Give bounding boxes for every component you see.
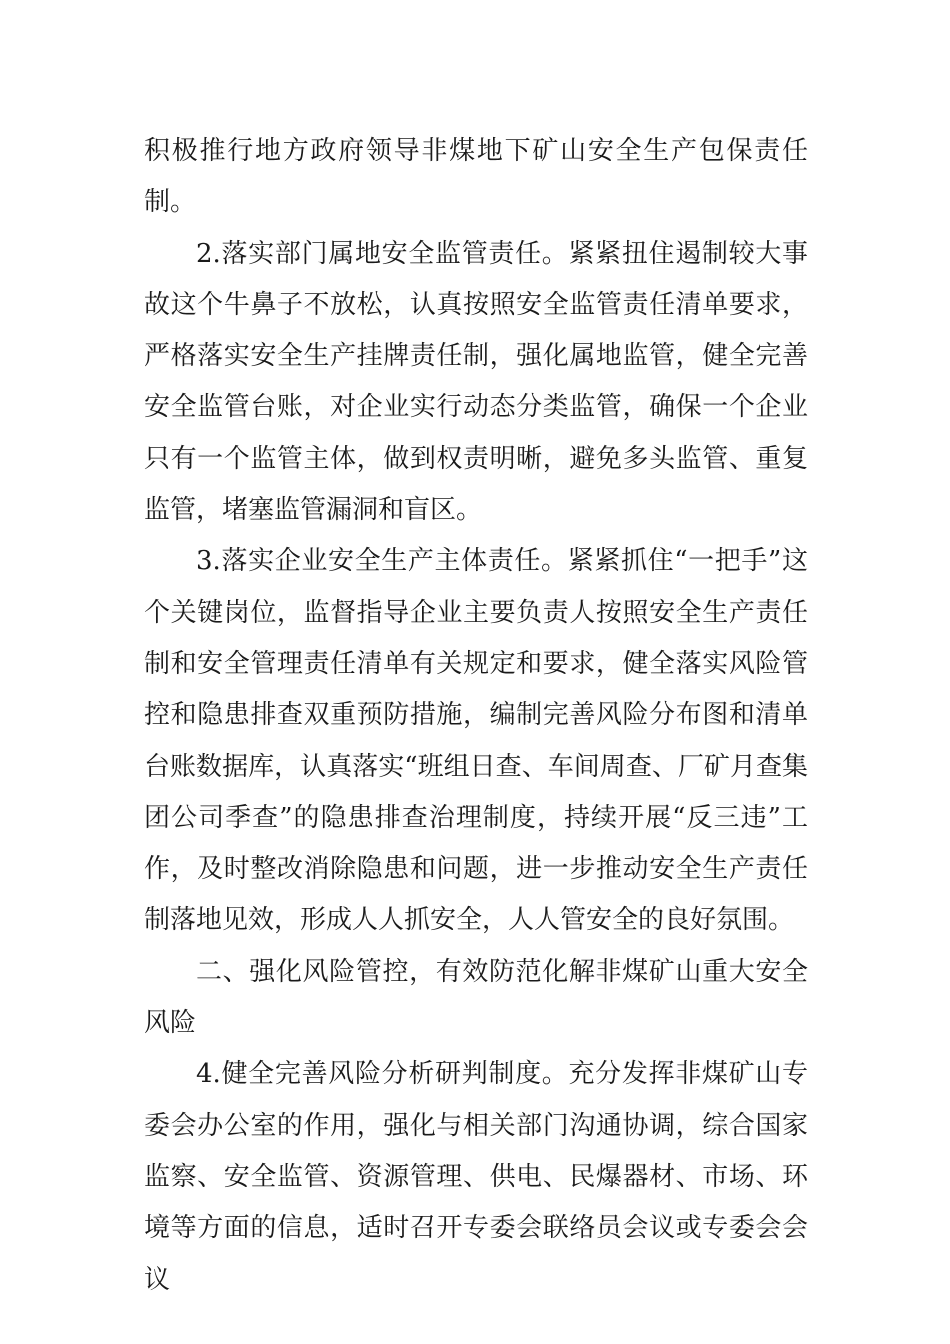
section-heading-2: 二、强化风险管控，有效防范化解非煤矿山重大安全风险 bbox=[144, 956, 808, 1039]
paragraph-item-2: 2.落实部门属地安全监管责任。紧紧扭住遏制较大事故这个牛鼻子不放松，认真按照安全监管责任清单要求，严格落实安全生产挂牌责任制，强化属地监管，健全完善安全监管台账，对企业实行动态分类监管，确保一个企业只有一个监管主体，做到权责明晰，避免多头监管、重复监管，堵塞监管漏洞和盲区。 bbox=[144, 238, 808, 526]
paragraph-item-4: 4.健全完善风险分析研判制度。充分发挥非煤矿山专委会办公室的作用，强化与相关部门沟通协调，综合国家监察、安全监管、资源管理、供电、民爆器材、市场、环境等方面的信息，适时召开专委会联络员会议或专委会会议 bbox=[144, 1059, 808, 1295]
document-body bbox=[144, 126, 808, 1306]
paragraph-item-3: 3.落实企业安全生产主体责任。紧紧抓住“一把手”这个关键岗位，监督指导企业主要负责人按照安全生产责任制和安全管理责任清单有关规定和要求，健全落实风险管控和隐患排查双重预防措施，编制完善风险分布图和清单台账数据库，认真落实“班组日查、车间周查、厂矿月查集团公司季查”的隐患排查治理制度，持续开展“反三违”工作，及时整改消除隐患和问题，进一步推动安全生产责任制落地见效，形成人人抓安全，人人管安全的良好氛围。 bbox=[144, 546, 808, 936]
paragraph-continuation: 积极推行地方政府领导非煤地下矿山安全生产包保责任制。 bbox=[144, 136, 808, 218]
